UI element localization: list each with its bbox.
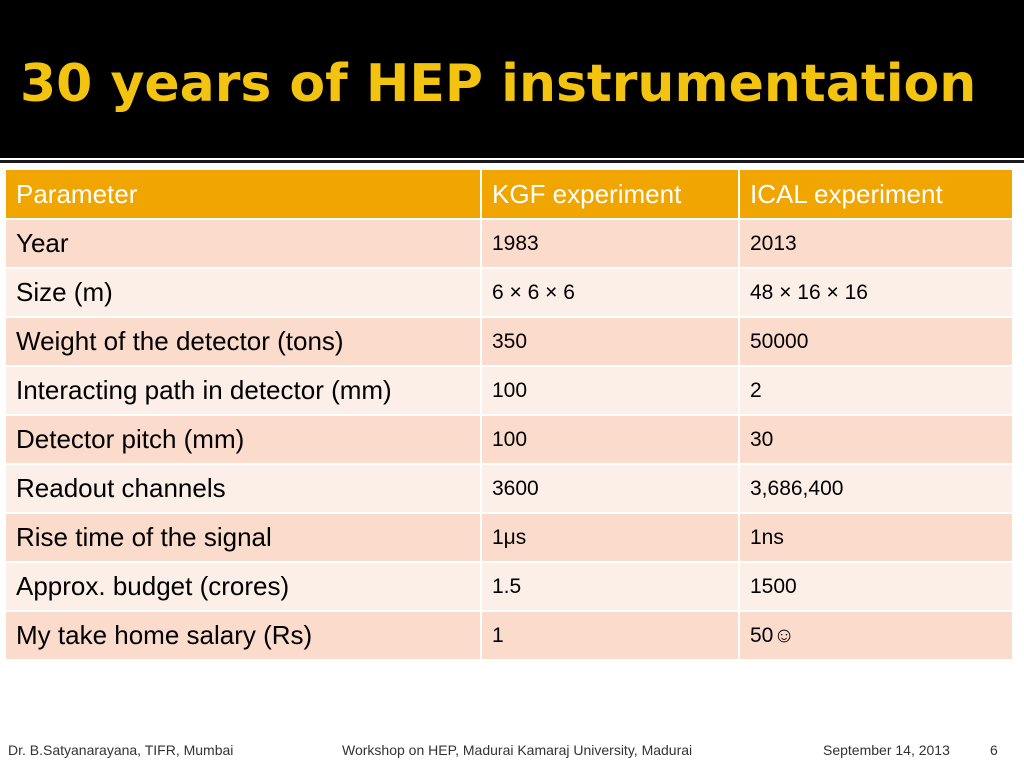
ical-cell: 1500 [739, 562, 1013, 611]
comparison-table-container [4, 168, 1014, 661]
param-cell: Readout channels [5, 464, 481, 513]
kgf-cell: 6 × 6 × 6 [481, 268, 739, 317]
table-row [5, 562, 1013, 611]
ical-cell: 2 [739, 366, 1013, 415]
ical-cell: 2013 [739, 219, 1013, 268]
table-row [5, 513, 1013, 562]
comparison-table [4, 168, 1014, 661]
table-header-row [5, 169, 1013, 219]
ical-cell: 3,686,400 [739, 464, 1013, 513]
table-row [5, 415, 1013, 464]
title-bar [0, 0, 1024, 158]
param-cell: Size (m) [5, 268, 481, 317]
table-row [5, 366, 1013, 415]
kgf-cell: 3600 [481, 464, 739, 513]
table-row [5, 219, 1013, 268]
table-row [5, 268, 1013, 317]
kgf-cell: 100 [481, 415, 739, 464]
slide-title: 30 years of HEP instrumentation [20, 54, 977, 114]
param-cell: My take home salary (Rs) [5, 611, 481, 660]
footer-page-number: 6 [990, 742, 998, 758]
ical-cell: 30 [739, 415, 1013, 464]
param-cell: Detector pitch (mm) [5, 415, 481, 464]
footer-author: Dr. B.Satyanarayana, TIFR, Mumbai [8, 742, 234, 758]
param-cell: Year [5, 219, 481, 268]
header-kgf: KGF experiment [481, 169, 739, 219]
table-row [5, 611, 1013, 660]
param-cell: Approx. budget (crores) [5, 562, 481, 611]
param-cell: Interacting path in detector (mm) [5, 366, 481, 415]
footer-date: September 14, 2013 [823, 742, 950, 758]
ical-cell: 1ns [739, 513, 1013, 562]
table-row [5, 464, 1013, 513]
param-cell: Weight of the detector (tons) [5, 317, 481, 366]
kgf-cell: 1μs [481, 513, 739, 562]
param-cell: Rise time of the signal [5, 513, 481, 562]
table-row [5, 317, 1013, 366]
kgf-cell: 350 [481, 317, 739, 366]
title-divider [0, 160, 1024, 163]
footer-event: Workshop on HEP, Madurai Kamaraj University, Madurai [342, 742, 693, 758]
kgf-cell: 100 [481, 366, 739, 415]
header-parameter: Parameter [5, 169, 481, 219]
kgf-cell: 1 [481, 611, 739, 660]
ical-cell: 50000 [739, 317, 1013, 366]
kgf-cell: 1.5 [481, 562, 739, 611]
ical-cell: 48 × 16 × 16 [739, 268, 1013, 317]
kgf-cell: 1983 [481, 219, 739, 268]
header-ical: ICAL experiment [739, 169, 1013, 219]
ical-cell: 50☺ [739, 611, 1013, 660]
